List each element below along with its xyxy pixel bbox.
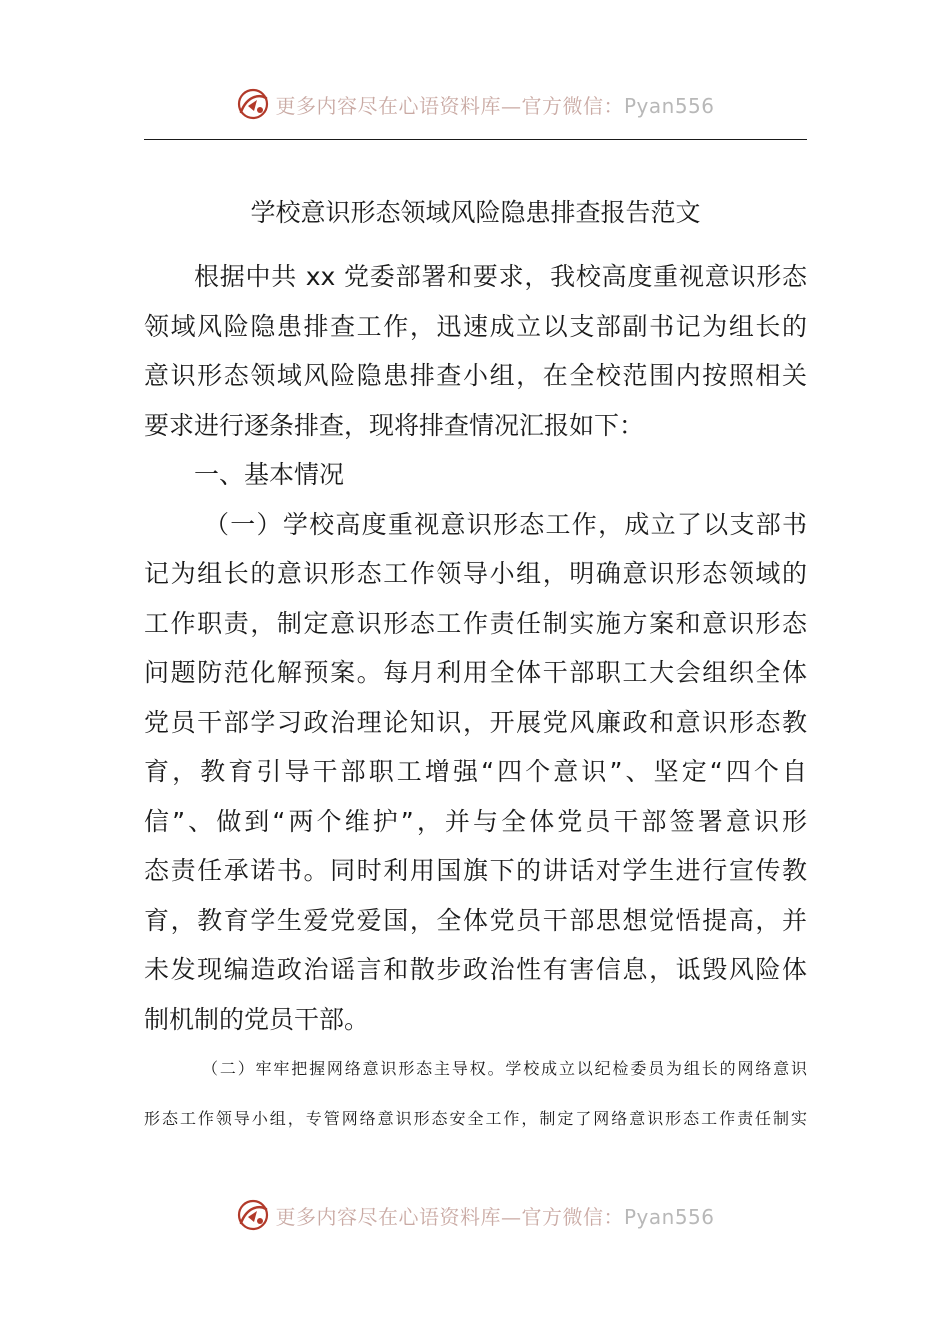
body-line: 记为组长的意识形态工作领导小组，明确意识形态领域的 [144, 559, 807, 588]
body-line: 要求进行逐条排查，现将排查情况汇报如下： [144, 410, 645, 440]
header-banner-text: 更多内容尽在心语资料库—官方微信：Pyan556 [275, 93, 715, 118]
document-title: 学校意识形态领域风险隐患排查报告范文 [250, 198, 701, 227]
document-small-body [144, 1052, 807, 1151]
logo-icon [235, 86, 271, 122]
document-body [144, 252, 807, 1044]
logo-icon [235, 1197, 271, 1233]
small-body-line: （二）牢牢把握网络意识形态主导权。学校成立以纪检委员为组长的网络意识 [202, 1059, 807, 1078]
footer-banner-text: 更多内容尽在心语资料库—官方微信：Pyan556 [275, 1204, 715, 1229]
body-line: 育，教育学生爱党爱国，全体党员干部思想觉悟提高，并 [144, 905, 807, 935]
body-line: 信”、做到“两个维护”，并与全体党员干部签署意识形 [144, 806, 807, 836]
footer-banner-code: Pyan556 [623, 1204, 715, 1229]
section-heading: 一、基本情况 [194, 460, 345, 489]
body-line: 制机制的党员干部。 [144, 1004, 370, 1034]
header-rule [144, 139, 807, 140]
body-line: 党员干部学习政治理论知识，开展党风廉政和意识形态教 [144, 707, 807, 737]
header-banner [0, 84, 950, 124]
footer-banner [0, 1195, 950, 1235]
body-line: 领域风险隐患排查工作，迅速成立以支部副书记为组长的 [144, 311, 807, 341]
body-line: 问题防范化解预案。每月利用全体干部职工大会组织全体 [144, 658, 807, 687]
body-line: 根据中共 xx 党委部署和要求，我校高度重视意识形态 [194, 262, 807, 291]
body-line: 育，教育引导干部职工增强“四个意识”、坚定“四个自 [144, 757, 807, 786]
body-line: 意识形态领域风险隐患排查小组，在全校范围内按照相关 [144, 361, 807, 390]
body-line: 态责任承诺书。同时利用国旗下的讲话对学生进行宣传教 [144, 856, 807, 885]
small-body-line: 形态工作领导小组，专管网络意识形态安全工作，制定了网络意识形态工作责任制实 [144, 1108, 807, 1128]
header-banner-code: Pyan556 [623, 93, 715, 118]
body-line: （一）学校高度重视意识形态工作，成立了以支部书 [204, 509, 807, 539]
body-line: 未发现编造政治谣言和散步政治性有害信息，诋毁风险体 [144, 955, 807, 984]
body-line: 工作职责，制定意识形态工作责任制实施方案和意识形态 [144, 608, 807, 638]
